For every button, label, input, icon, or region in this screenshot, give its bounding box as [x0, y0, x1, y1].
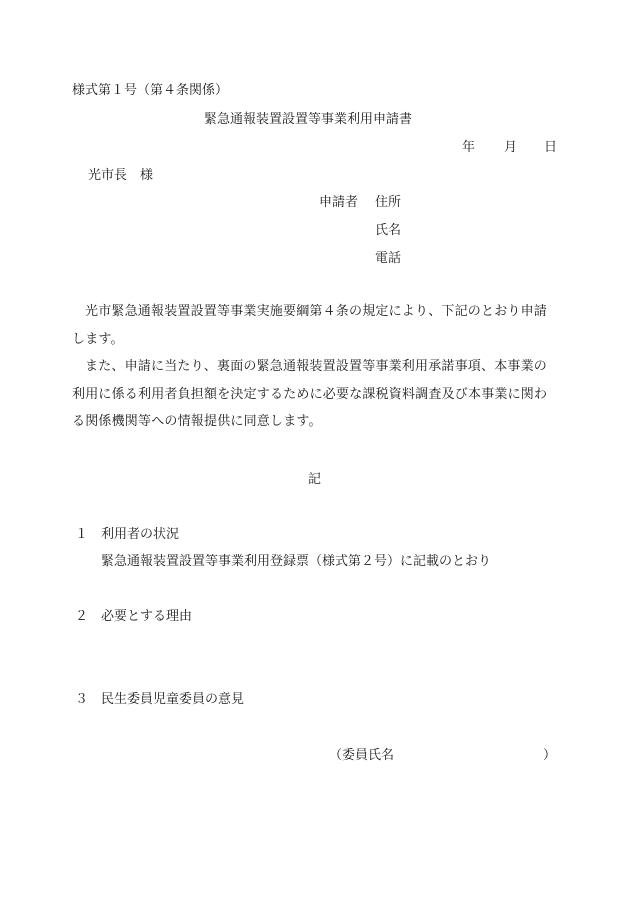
item-1-heading — [75, 528, 179, 541]
date-year: 年 — [462, 140, 476, 155]
date-day: 日 — [544, 140, 558, 155]
form-number: 様式第１号（第４条関係） — [72, 83, 229, 98]
body-paragraph-1: 光市緊急通報装置設置等事業実施要綱第４条の規定により、下記のとおり申請します。 — [72, 304, 548, 347]
addressee: 光市長 様 — [88, 168, 154, 183]
item-2-label: 必要とする理由 — [101, 609, 193, 624]
item-1-number: １ — [75, 527, 89, 542]
body-paragraph-2: また、申請に当たり、裏面の緊急通報装置設置等事業利用承諾事項、本事業の利用に係る利用者負担額を決定するために必要な課税資料調査及び本事業に関わる関係機関等への情報提供に同意します。 — [72, 359, 548, 429]
item-3-number: ３ — [75, 692, 89, 707]
item-2-heading — [75, 610, 192, 623]
applicant-name-label: 氏名 — [375, 223, 402, 238]
item-3-label: 民生委員児童委員の意見 — [101, 692, 245, 707]
applicant-address-label: 住所 — [375, 195, 402, 210]
applicant-phone-label: 電話 — [375, 251, 402, 266]
item-2-number: ２ — [75, 609, 89, 624]
body-text — [72, 298, 560, 436]
document-title: 緊急通報装置設置等事業利用申請書 — [204, 112, 413, 127]
applicant-label: 申請者 — [319, 195, 359, 210]
item-1-detail: 緊急通報装置設置等事業利用登録票（様式第２号）に記載のとおり — [101, 554, 492, 569]
member-name-close: ） — [543, 748, 557, 763]
item-1-label: 利用者の状況 — [101, 527, 180, 542]
member-name-open: （委員氏名 — [329, 748, 395, 763]
item-3-heading — [75, 693, 244, 706]
ki-heading: 記 — [308, 472, 322, 487]
date-month: 月 — [504, 140, 518, 155]
